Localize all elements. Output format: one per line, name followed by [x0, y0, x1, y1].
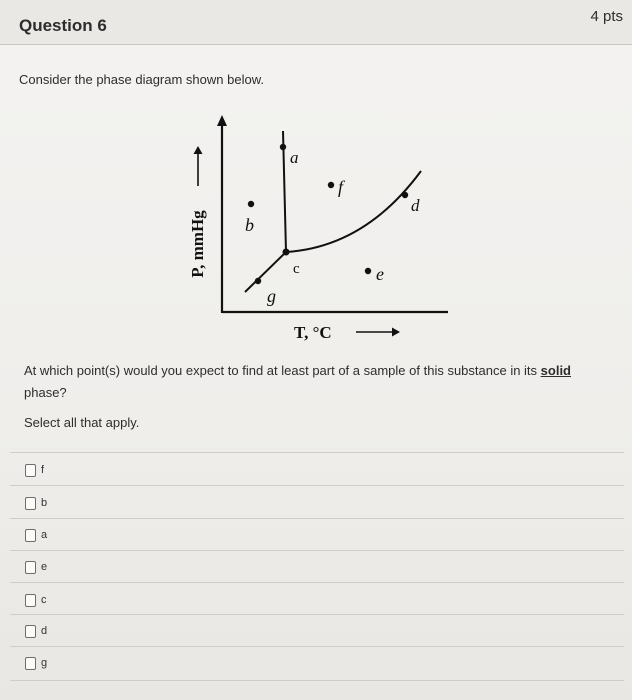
point-f-label: f	[338, 177, 344, 197]
divider	[10, 550, 624, 551]
y-axis-label-arrowhead	[194, 146, 203, 154]
point-d-label: d	[411, 196, 420, 215]
point-a-dot	[280, 144, 286, 150]
divider	[10, 518, 624, 519]
divider	[10, 614, 624, 615]
divider	[10, 680, 624, 681]
question-prompt	[24, 360, 609, 404]
prompt-emphasis: solid	[540, 363, 571, 378]
checkbox[interactable]	[25, 561, 36, 574]
answer-option-e[interactable]	[25, 558, 47, 576]
answer-option-c[interactable]	[25, 591, 47, 609]
checkbox[interactable]	[25, 657, 36, 670]
option-label: a	[41, 529, 48, 541]
point-b-dot	[248, 201, 254, 207]
prompt-text-end: phase?	[24, 385, 67, 400]
question-title: Question 6	[19, 16, 107, 35]
point-c-label: c	[293, 261, 300, 277]
option-label: e	[41, 561, 48, 573]
y-axis-title	[188, 146, 207, 278]
point-a-label: a	[290, 148, 299, 167]
y-axis-arrowhead	[217, 115, 227, 126]
answer-option-g[interactable]	[25, 654, 47, 672]
x-axis-label-arrowhead	[392, 328, 400, 337]
checkbox[interactable]	[25, 594, 36, 607]
option-label: c	[41, 594, 47, 606]
answer-option-d[interactable]	[25, 622, 47, 640]
answer-option-a[interactable]	[25, 526, 47, 544]
instruction-text: Select all that apply.	[24, 415, 140, 430]
x-axis-label: T, °C	[294, 323, 332, 342]
checkbox[interactable]	[25, 529, 36, 542]
solid-gas-boundary	[245, 252, 286, 292]
checkbox[interactable]	[25, 497, 36, 510]
answer-option-f[interactable]	[25, 461, 44, 479]
question-intro: Consider the phase diagram shown below.	[19, 72, 264, 87]
answer-option-b[interactable]	[25, 494, 47, 512]
liquid-gas-boundary	[286, 171, 421, 252]
y-axis-label: P, mmHg	[188, 210, 207, 278]
question-header	[0, 0, 632, 45]
phase-diagram	[175, 105, 455, 350]
point-f-dot	[328, 182, 334, 188]
point-e-label: e	[376, 264, 384, 284]
point-c-dot	[283, 249, 290, 256]
divider	[10, 582, 624, 583]
point-d-dot	[402, 192, 408, 198]
option-label: d	[41, 625, 48, 637]
point-b-label: b	[245, 215, 254, 235]
point-g-label: g	[267, 286, 276, 306]
divider	[10, 452, 624, 453]
option-label: g	[41, 657, 48, 669]
prompt-text-start: At which point(s) would you expect to find at least part of a sample of this substance in its	[24, 363, 541, 378]
option-label: b	[41, 497, 48, 509]
option-label: f	[41, 464, 45, 476]
divider	[10, 646, 624, 647]
checkbox[interactable]	[25, 464, 36, 477]
point-g-dot	[255, 278, 261, 284]
question-points: 4 pts	[590, 8, 623, 25]
divider	[10, 485, 624, 486]
checkbox[interactable]	[25, 625, 36, 638]
point-e-dot	[365, 268, 371, 274]
